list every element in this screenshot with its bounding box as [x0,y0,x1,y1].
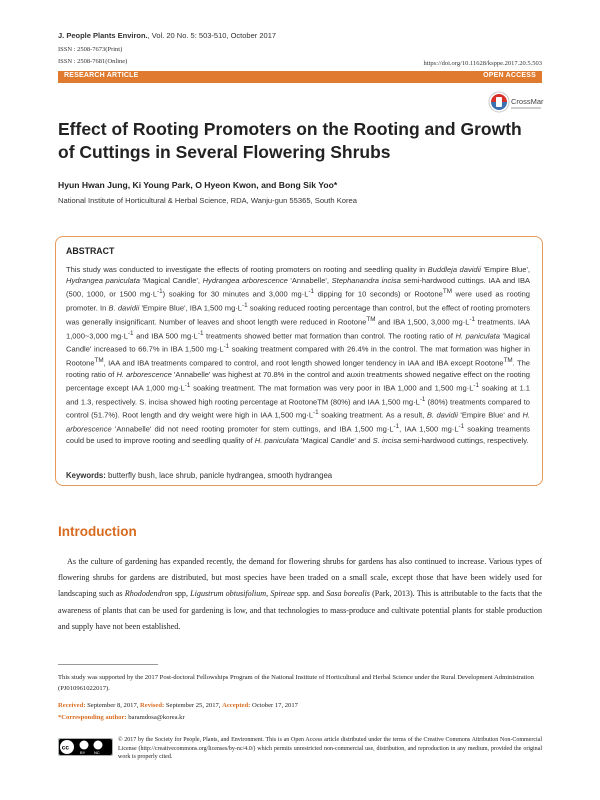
keywords [66,471,332,480]
funding-note: This study was supported by the 2017 Post-doctoral Fellowships Program of the National Institute of Horticultural and Herbal Science under the Rural Development Administration (PJ010961022017). [58,674,534,692]
crossmark-badge[interactable] [488,89,544,117]
author-list: Hyun Hwan Jung, Ki Young Park, O Hyeon Kwon, and Bong Sik Yoo* [58,180,338,190]
crossmark-icon [488,89,544,117]
footnote-divider [58,664,158,665]
cc-by-nc-icon [58,738,113,756]
article-type-label: RESEARCH ARTICLE [64,72,139,79]
keywords-label: Keywords: [66,471,106,480]
doi-link[interactable]: https://doi.org/10.11628/ksppe.2017.20.5.503 [423,60,542,67]
crossmark-text: CrossMark [511,97,544,106]
article-type-bar [58,71,542,83]
svg-text:cc: cc [61,744,70,752]
submission-dates: Received: September 8, 2017, Revised: September 25, 2017, Accepted: October 17, 2017 [58,702,298,709]
corresponding-email[interactable]: baramdosa@korea.kr [126,714,185,721]
abstract-text: This study was conducted to investigate the effects of rooting promoters on rooting and seedling quality in Buddleja davidii 'Empire Blue', Hydrangea paniculata 'Magical Candle', Hydrangea arborescence 'Annabelle', Stephanandra incisa semi-hardwood cuttings. IAA and IBA (500, 1000, or 1500 $mg\cdot L^{-1}$) soaking for 30 minutes and 3,000 $mg\cdot L^{-1}$ dipping for 10 seconds) or Rootone™ were used as rooting promoter. In B. davidii 'Empire Blue', IBA 1,500 $mg\cdot L^{-1}$ soaking reduced rooting percentage than control, but the effect of rooting promoters was generally insignificant. Number of leaves and shoot length were reduced in Rootone™ and IBA 1,500, 3,000 $mg\cdot L^{-1}$ treatments. IAA 1,000~3,000 $mg\cdot L^{-1}$ and IBA 500 $mg\cdot L^{-1}$ treatments showed better mat formation than control. The rooting ratio of H. paniculata 'Magical Candle' increased to 66.7% in IBA 1,500 $mg\cdot L^{-1}$ soaking treatment compared with 26.4% in the control. The mat formation was higher in Rootone™, IAA and IBA treatments compared to control, and root length showed longer tendency in IAA and IBA except Rootone™. The rooting ratio of H. arborescence 'Annabelle' was highest at 70.8% in the control and auxin treatments showed negative effect on the rooting percentage except IAA 1,000 $mg\cdot L^{-1}$ soaking treatment. The mat formation was very poor in IBA 1,000 and 1,500 $mg\cdot L^{-1}$ soaking at 1.1 and 1.3, respectively. S. incisa showed high rooting percentage at RootoneTM (80%) and IAA 1,500 $mg\cdot L^{-1}$ (80%) treatments compared to control (51.7%). Root length and dry weight were high in IAA 1,500 $mg\cdot L^{-1}$ soaking treatment. As a result, B. davidii 'Empire Blue' and H. arborescence 'Annabelle' did not need rooting promoter for stem cuttings, and IBA 1,500 $mg\cdot L^{-1}$, IAA 1,500 $mg\cdot L^{-1}$ soaking treaments could be used to improve rooting and seedling quality of H. paniculata 'Magical Candle' and S. incisa semi-hardwood cuttings, respectively. [66,265,531,445]
copyright-notice: © 2017 by the Society for People, Plants, and Environment. This is an Open Access article distributed under the terms of the Creative Commons Attribution Non-Commercial License (http://creativecommons.org/licenses/by-nc/4.0/) which permits unrestricted non-commercial use, distribution, and reproduction in any medium, provided the original work is properly cited. [118,737,542,761]
journal-citation: J. People Plants Environ., Vol. 20 No. 5: 503-510, October 2017 [58,31,277,40]
keywords-list: butterfly bush, lace shrub, panicle hydrangea, smooth hydrangea [105,471,333,480]
article-title: Effect of Rooting Promoters on the Rooting and Growth of Cuttings in Several Flowering Shrubs [58,119,522,162]
cc-license-badge[interactable] [58,738,113,756]
svg-text:NC: NC [94,750,100,755]
svg-text:BY: BY [80,750,86,755]
introduction-heading: Introduction [58,524,137,539]
journal-name: J. People Plants Environ. [58,31,148,40]
introduction-paragraph: As the culture of gardening has expanded recently, the demand for flowering shrubs for gardens has also continued to increase. Various types of flowering shrubs for gardens are distributed, but most species have been traded on a small scale, except those that have been widely used for landscaping such as Rhododendron spp, Ligustrum obtusifolium, Spireae spp. and Sasa borealis (Park, 2013). This is attributable to the facts that the awareness of plants that can be used for gardening is low, and that technologies to mass-produce and cultivate potential plants for stable production and supply have not been established. [58,557,543,631]
affiliation: National Institute of Horticultural & Herbal Science, RDA, Wanju-gun 55365, South Korea [58,196,357,205]
issn-online: ISSN : 2508-7681(Online) [58,58,128,65]
journal-volume: Vol. 20 No. 5: 503-510, October 2017 [151,31,277,40]
open-access-label: OPEN ACCESS [483,72,536,79]
issn-print: ISSN : 2508-7673(Print) [58,46,123,53]
corresponding-author: *Corresponding author: baramdosa@korea.kr [58,714,185,721]
abstract-heading: ABSTRACT [66,246,115,256]
